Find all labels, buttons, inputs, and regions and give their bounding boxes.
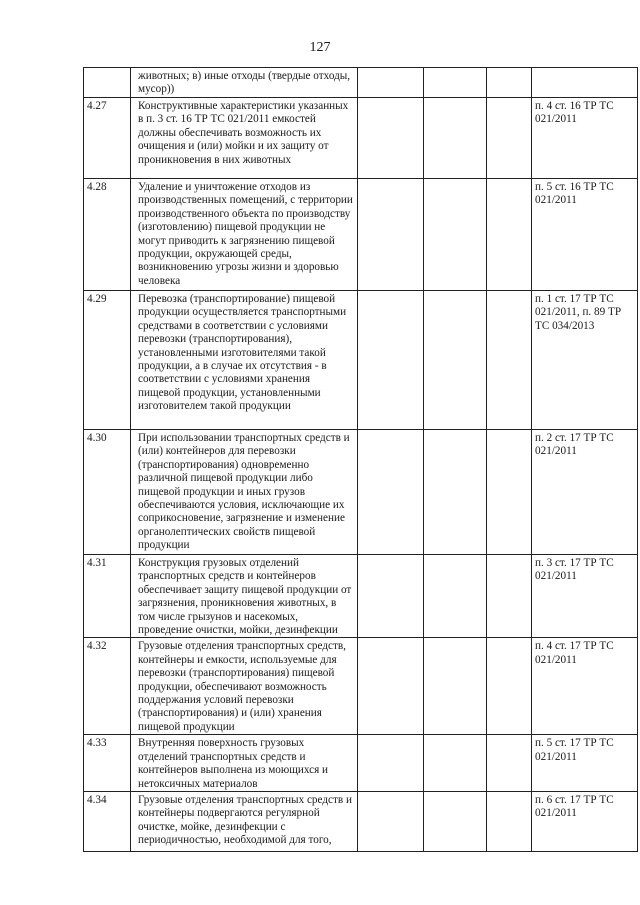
row-number: 4.32 <box>84 638 131 735</box>
table-row <box>84 638 638 735</box>
row-number: 4.31 <box>84 555 131 638</box>
row-number: 4.27 <box>84 98 131 179</box>
legal-reference: п. 6 ст. 17 ТР ТС 021/2011 <box>532 791 638 851</box>
table-row <box>84 430 638 555</box>
answer-no-cell[interactable] <box>424 68 487 98</box>
answer-no-cell[interactable] <box>424 735 487 792</box>
legal-reference: п. 5 ст. 16 ТР ТС 021/2011 <box>532 179 638 291</box>
answer-na-cell[interactable] <box>487 555 532 638</box>
row-number <box>84 68 131 98</box>
legal-reference: п. 1 ст. 17 ТР ТС 021/2011, п. 89 ТР ТС 034/2013 <box>532 291 638 430</box>
table-row <box>84 68 638 98</box>
answer-no-cell[interactable] <box>424 98 487 179</box>
answer-yes-cell[interactable] <box>358 68 424 98</box>
table-row <box>84 291 638 430</box>
answer-yes-cell[interactable] <box>358 735 424 792</box>
answer-na-cell[interactable] <box>487 291 532 430</box>
page-number: 127 <box>309 40 331 55</box>
answer-no-cell[interactable] <box>424 791 487 851</box>
answer-yes-cell[interactable] <box>358 638 424 735</box>
requirement-text: Грузовые отделения транспортных средств и контейнеры подвергаются регулярной очистке, мойке, дезинфекции с периодичностью, необходимой для того, <box>131 791 358 851</box>
requirements-table <box>83 67 638 852</box>
requirement-text: Удаление и уничтожение отходов из производственных помещений, с территории производственного объекта по производству (изготовлению) пищевой продукции не могут приводить к загрязнению пищевой продукции, окружающей среды, возникновению угрозы жизни и здоровью человека <box>131 179 358 291</box>
legal-reference: п. 2 ст. 17 ТР ТС 021/2011 <box>532 430 638 555</box>
requirement-text: Конструкция грузовых отделений транспортных средств и контейнеров обеспечивает защиту пищевой продукции от загрязнения, проникновения животных, в том числе грызунов и насекомых, проведение очистки, мойки, дезинфекции <box>131 555 358 638</box>
table-row <box>84 98 638 179</box>
answer-na-cell[interactable] <box>487 68 532 98</box>
requirement-text: При использовании транспортных средств и (или) контейнеров для перевозки (транспортирования) одновременно различной пищевой продукции либо пищевой продукции и иных грузов обеспечиваются условия, исключающие их соприкосновение, загрязнение и изменение органолептических свойств пищевой продукции <box>131 430 358 555</box>
answer-na-cell[interactable] <box>487 735 532 792</box>
legal-reference: п. 5 ст. 17 ТР ТС 021/2011 <box>532 735 638 792</box>
answer-yes-cell[interactable] <box>358 98 424 179</box>
row-number: 4.34 <box>84 791 131 851</box>
requirement-text: животных; в) иные отходы (твердые отходы, мусор)) <box>131 68 358 98</box>
legal-reference <box>532 68 638 98</box>
answer-no-cell[interactable] <box>424 291 487 430</box>
answer-no-cell[interactable] <box>424 555 487 638</box>
row-number: 4.33 <box>84 735 131 792</box>
table-row <box>84 555 638 638</box>
row-number: 4.30 <box>84 430 131 555</box>
legal-reference: п. 3 ст. 17 ТР ТС 021/2011 <box>532 555 638 638</box>
row-number: 4.28 <box>84 179 131 291</box>
legal-reference: п. 4 ст. 17 ТР ТС 021/2011 <box>532 638 638 735</box>
answer-na-cell[interactable] <box>487 98 532 179</box>
answer-yes-cell[interactable] <box>358 430 424 555</box>
answer-yes-cell[interactable] <box>358 179 424 291</box>
answer-na-cell[interactable] <box>487 791 532 851</box>
answer-yes-cell[interactable] <box>358 791 424 851</box>
legal-reference: п. 4 ст. 16 ТР ТС 021/2011 <box>532 98 638 179</box>
answer-no-cell[interactable] <box>424 638 487 735</box>
table-row <box>84 791 638 851</box>
answer-no-cell[interactable] <box>424 179 487 291</box>
requirement-text: Конструктивные характеристики указанных в п. 3 ст. 16 ТР ТС 021/2011 емкостей должны обеспечивать возможность их очищения и (или) мойки и их защиту от проникновения в них животных <box>131 98 358 179</box>
answer-no-cell[interactable] <box>424 430 487 555</box>
table-row <box>84 179 638 291</box>
row-number: 4.29 <box>84 291 131 430</box>
requirement-text: Грузовые отделения транспортных средств, контейнеры и емкости, используемые для перевозки (транспортирования) пищевой продукции, обеспечивают возможность поддержания условий перевозки (транспортирования) и (или) хранения пищевой продукции <box>131 638 358 735</box>
answer-na-cell[interactable] <box>487 430 532 555</box>
requirement-text: Внутренняя поверхность грузовых отделений транспортных средств и контейнеров выполнена из моющихся и нетоксичных материалов <box>131 735 358 792</box>
answer-na-cell[interactable] <box>487 179 532 291</box>
table-row <box>84 735 638 792</box>
answer-na-cell[interactable] <box>487 638 532 735</box>
answer-yes-cell[interactable] <box>358 555 424 638</box>
requirement-text: Перевозка (транспортирование) пищевой продукции осуществляется транспортными средствами в соответствии с условиями перевозки (транспортирования), установленными изготовителями такой продукции, а в случае их отсутствия - в соответствии с условиями хранения пищевой продукции, установленными изготовителем такой продукции <box>131 291 358 430</box>
answer-yes-cell[interactable] <box>358 291 424 430</box>
